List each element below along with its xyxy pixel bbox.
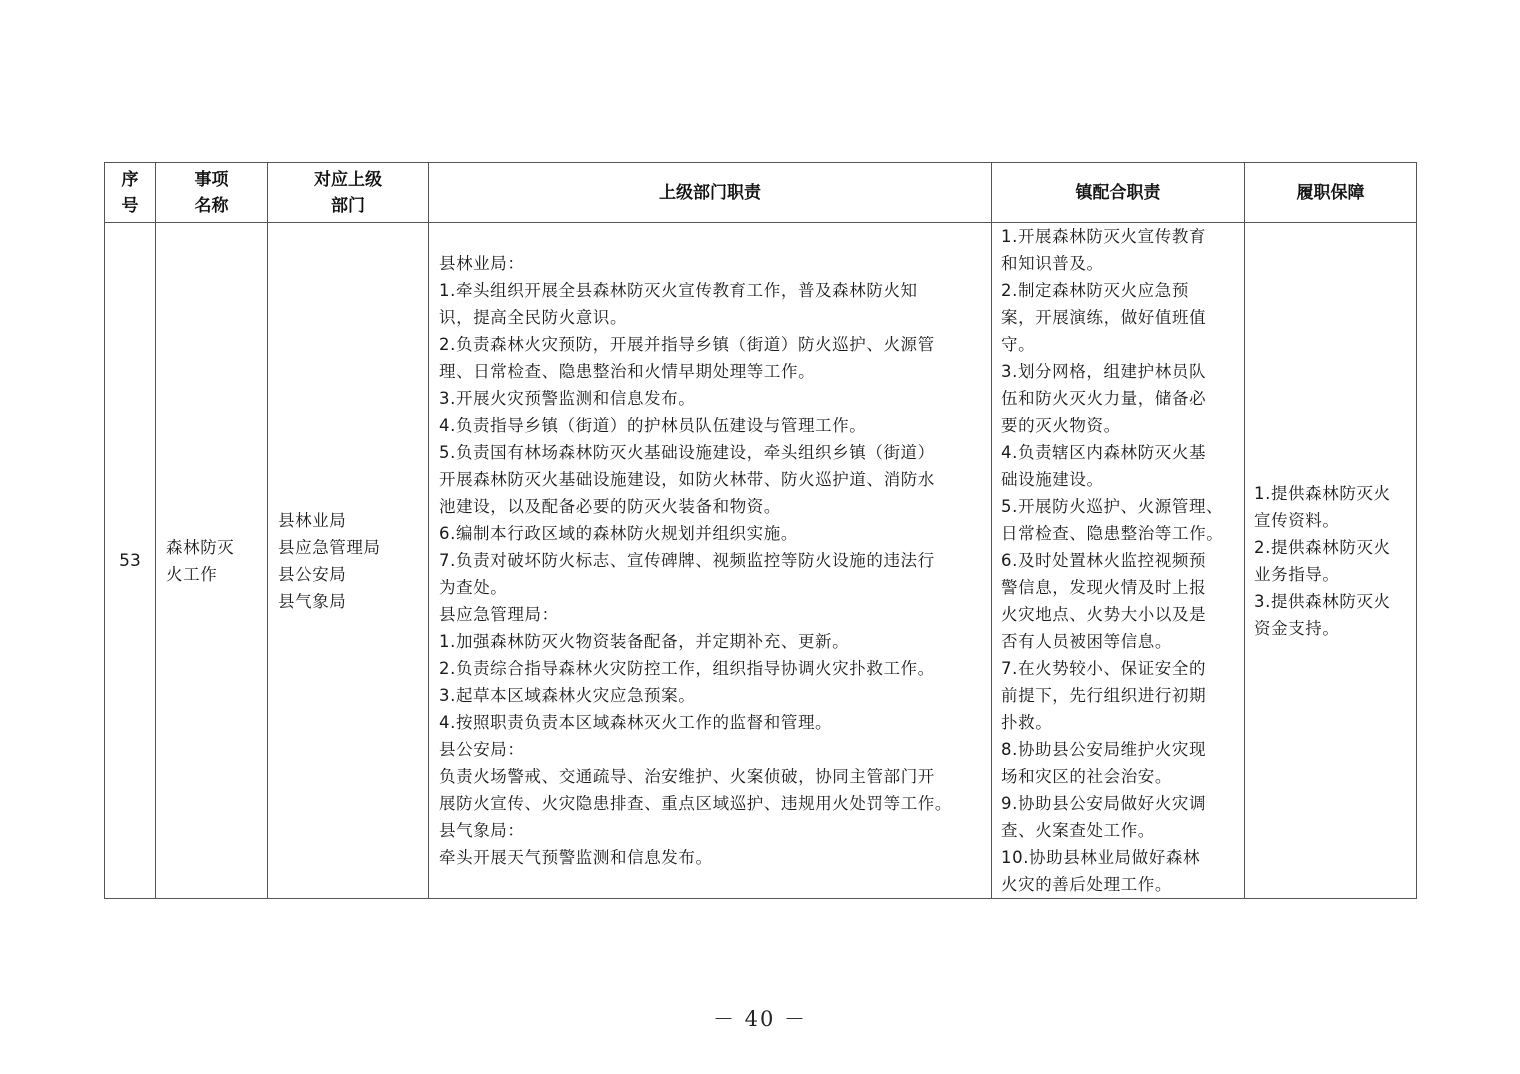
superior-duty-line: 6.编制本行政区域的森林防火规划并组织实施。	[439, 524, 798, 543]
item-name-line: 火工作	[166, 564, 218, 584]
header-item-name	[156, 163, 268, 223]
town-duty-line: 伍和防火灭火力量，储备必	[1001, 389, 1207, 408]
town-duty-line: 扑救。	[1001, 713, 1053, 732]
row-seq: 53	[105, 223, 156, 899]
superior-duty-line: 县应急管理局：	[439, 605, 559, 624]
header-town-duty: 镇配合职责	[992, 163, 1245, 223]
superior-duty-line: 开展森林防灭火基础设施建设，如防火林带、防火巡护道、消防水	[439, 470, 935, 489]
superior-duty-line: 为查处。	[439, 578, 508, 597]
superior-duty-line: 2.负责综合指导森林火灾防控工作，组织指导协调火灾扑救工作。	[439, 659, 935, 678]
town-duty-line: 1.开展森林防灭火宣传教育	[1001, 227, 1207, 246]
guarantee-line: 1.提供森林防灭火	[1254, 483, 1391, 503]
page-number: － 40 －	[712, 1007, 808, 1031]
guarantee-line: 业务指导。	[1254, 564, 1340, 584]
town-duty-line: 案，开展演练，做好值班值	[1001, 308, 1207, 327]
row-guarantee	[1245, 223, 1417, 899]
guarantee-line: 宣传资料。	[1254, 510, 1340, 530]
town-duty-line: 日常检查、隐患整治等工作。	[1001, 524, 1224, 543]
table-row	[105, 223, 1417, 899]
header-superior-dept	[268, 163, 429, 223]
town-duty-line: 10.协助县林业局做好森林	[1001, 848, 1201, 867]
header-guarantee: 履职保障	[1245, 163, 1417, 223]
row-superior-duty	[429, 223, 992, 899]
town-duty-line: 要的灭火物资。	[1001, 416, 1121, 435]
superior-duty-line: 3.开展火灾预警监测和信息发布。	[439, 389, 696, 408]
superior-duty-line: 1.加强森林防灭火物资装备配备，并定期补充、更新。	[439, 632, 850, 651]
row-item-name	[156, 223, 268, 899]
department-name: 县气象局	[278, 591, 347, 611]
header-item-name-line: 名称	[194, 195, 229, 216]
header-superior-duty: 上级部门职责	[429, 163, 992, 223]
town-duty-line: 4.负责辖区内森林防灭火基	[1001, 443, 1207, 462]
header-seq-line: 序	[121, 169, 139, 190]
superior-duty-line: 牵头开展天气预警监测和信息发布。	[439, 848, 713, 867]
department-name: 县林业局	[278, 510, 347, 530]
guarantee-line: 资金支持。	[1254, 618, 1340, 638]
superior-duty-line: 县公安局：	[439, 740, 525, 759]
town-duty-line: 6.及时处置林火监控视频预	[1001, 551, 1207, 570]
superior-duty-line: 理、日常检查、隐患整治和火情早期处理等工作。	[439, 362, 816, 381]
town-duty-line: 3.划分网格，组建护林员队	[1001, 362, 1207, 381]
superior-duty-line: 1.牵头组织开展全县森林防灭火宣传教育工作，普及森林防火知	[439, 281, 918, 300]
duty-table	[104, 162, 1417, 899]
superior-duty-line: 展防火宣传、火灾隐患排查、重点区域巡护、违规用火处罚等工作。	[439, 794, 952, 813]
town-duty-line: 否有人员被困等信息。	[1001, 632, 1172, 651]
town-duty-line: 查、火案查处工作。	[1001, 821, 1155, 840]
town-duty-line: 9.协助县公安局做好火灾调	[1001, 794, 1207, 813]
superior-duty-line: 识，提高全民防火意识。	[439, 308, 628, 327]
header-seq	[105, 163, 156, 223]
town-duty-line: 火灾地点、火势大小以及是	[1001, 605, 1207, 624]
header-seq-line: 号	[121, 195, 139, 216]
guarantee-text	[1254, 480, 1408, 642]
superior-duty-line: 3.起草本区域森林火灾应急预案。	[439, 686, 696, 705]
department-name: 县公安局	[278, 564, 347, 584]
town-duty-line: 警信息，发现火情及时上报	[1001, 578, 1207, 597]
superior-duty-line: 4.按照职责负责本区域森林灭火工作的监督和管理。	[439, 713, 833, 732]
header-item-name-line: 事项	[194, 169, 229, 190]
town-duty-line: 7.在火势较小、保证安全的	[1001, 659, 1207, 678]
item-name-line: 森林防灭	[166, 537, 235, 557]
town-duty-line: 守。	[1001, 335, 1036, 354]
superior-duty-line: 县林业局：	[439, 254, 525, 273]
superior-duty-line: 负责火场警戒、交通疏导、治安维护、火案侦破，协同主管部门开	[439, 767, 935, 786]
guarantee-line: 3.提供森林防灭火	[1254, 591, 1391, 611]
town-duty-line: 和知识普及。	[1001, 254, 1104, 273]
guarantee-line: 2.提供森林防灭火	[1254, 537, 1391, 557]
town-duty-line: 火灾的善后处理工作。	[1001, 875, 1172, 894]
superior-duty-line: 4.负责指导乡镇（街道）的护林员队伍建设与管理工作。	[439, 416, 867, 435]
superior-duty-line: 7.负责对破坏防火标志、宣传碑牌、视频监控等防火设施的违法行	[439, 551, 935, 570]
superior-duty-line: 2.负责森林火灾预防，开展并指导乡镇（街道）防火巡护、火源管	[439, 335, 935, 354]
town-duty-line: 础设施建设。	[1001, 470, 1104, 489]
header-row	[105, 163, 1417, 223]
town-duty-line: 前提下，先行组织进行初期	[1001, 686, 1207, 705]
town-duty-line: 5.开展防火巡护、火源管理、	[1001, 497, 1224, 516]
header-superior-dept-line: 部门	[331, 195, 365, 216]
header-superior-dept-line: 对应上级	[314, 169, 382, 190]
superior-duty-text	[439, 250, 985, 871]
row-departments	[268, 223, 429, 899]
town-duty-line: 2.制定森林防灭火应急预	[1001, 281, 1189, 300]
town-duty-line: 场和灾区的社会治安。	[1001, 767, 1172, 786]
town-duty-line: 8.协助县公安局维护火灾现	[1001, 740, 1207, 759]
superior-duty-line: 县气象局：	[439, 821, 525, 840]
superior-duty-line: 池建设，以及配备必要的防灭火装备和物资。	[439, 497, 781, 516]
department-name: 县应急管理局	[278, 537, 381, 557]
superior-duty-line: 5.负责国有林场森林防灭火基础设施建设，牵头组织乡镇（街道）	[439, 443, 935, 462]
town-duty-text	[1001, 223, 1240, 898]
row-town-duty	[992, 223, 1245, 899]
